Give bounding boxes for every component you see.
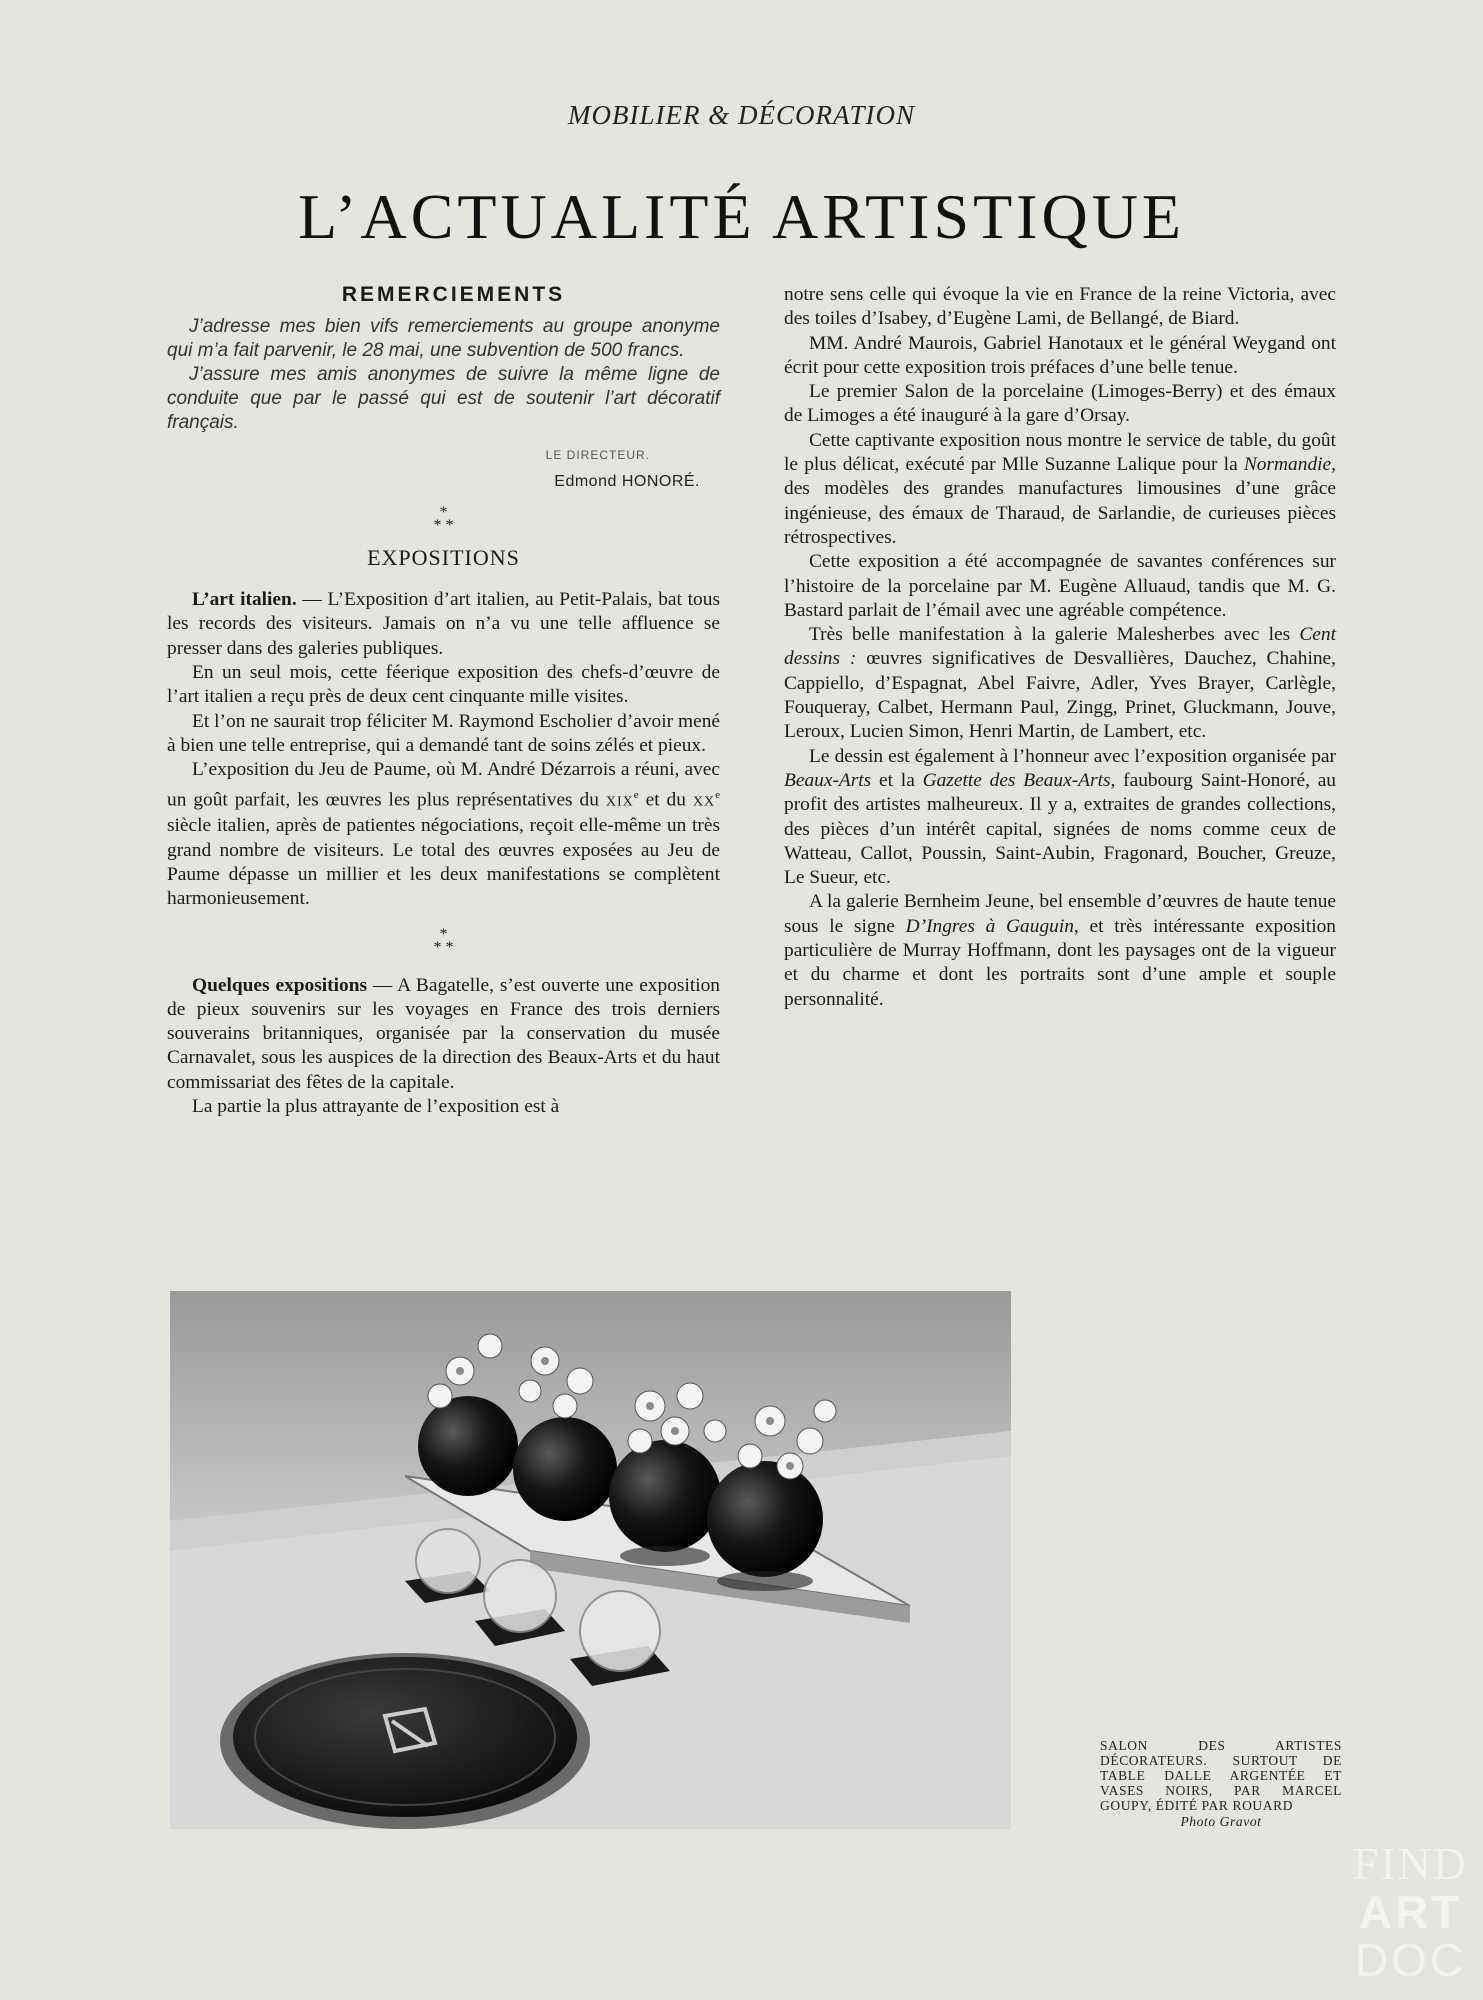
watermark-line-3: DOC [1354,1934,1467,1986]
text-art-italien: — L’Exposition d’art italien, au Petit-Palais, bat tous les records des visiteurs. Jamais on n’a vu une telle affluence se presser dans des galeries publiques. [167,589,720,659]
paragraph-quelques-expositions [167,974,720,1095]
jeu-de-paume-text-b: et du [638,789,693,811]
malesherbes-text-a: Très belle manifestation à la galerie Malesherbes avec les [809,624,1300,646]
jeu-de-paume-text-a: L’exposition du Jeu de Paume, où M. André Dézarrois a réuni, avec un goût parfait, les œuvres les plus représentatives du [167,759,720,811]
remerciements-para-1: J’adresse mes bien vifs remerciements au groupe anonyme qui m’a fait parvenir, le 28 mai, une subvention de 500 francs. [167,316,720,362]
dessin-beaux-arts: Beaux-Arts [784,769,872,791]
dessin-text-a: Le dessin est également à l’honneur avec l’exposition organisée par [809,745,1336,767]
paragraph-prefaces: MM. André Maurois, Gabriel Hanotaux et le général Weygand ont écrit pour cette exposition trois préfaces d’une belle tenue. [784,332,1336,378]
service-text-b: , des modèles des grandes manufactures limousines d’une grâce ingénieuse, des émaux de Tharaud, de Sarlandie, de curieuses pièces rétrospectives. [784,454,1336,548]
left-column [167,283,720,1119]
bernheim-text-a: A la galerie Bernheim Jeune, bel ensemble d’œuvres de haute tenue sous le signe [784,891,1336,937]
remerciements-para-2: J’assure mes amis anonymes de suivre la même ligne de conduite que par le passé qui est de soutenir l’art décoratif français. [167,364,720,434]
paragraph-dessin [784,745,1336,891]
expositions-title: EXPOSITIONS [367,544,520,570]
findartdoc-watermark [1338,1840,1483,2000]
paragraph-escholier: Et l’on ne saurait trop féliciter M. Raymond Escholier d’avoir mené à bien une telle entreprise, qui a demandé tant de soins zélés et pieux. [167,710,720,756]
watermark-line-1: FIND [1352,1838,1469,1889]
section-separator-2 [167,925,720,956]
text-quelques-expositions: — A Bagatelle, s’est ouverte une exposition de pieux souvenirs sur les voyages en France des trois derniers souverains britanniques, organisée par la conservation du musée Carnavalet, sous les auspices de la direction des Beaux-Arts et du haut commissariat des fêtes de la capitale. [167,974,720,1093]
paragraph-jeu-de-paume [167,758,720,911]
century-xix-sup: e [633,788,639,801]
running-head: MOBILIER & DÉCORATION [568,100,915,130]
paragraph-service-de-table [784,429,1336,550]
separator-star-bottom-2: * * [433,938,454,956]
jeu-de-paume-text-c: siècle italien, après de patientes négociations, reçoit elle-même un très grand nombre de visiteurs. Le total des œuvres exposées au Jeu de Paume dépasse un millier et les deux manifestations se complètent harmonieusement. [167,815,720,910]
paragraph-salon-porcelaine: Le premier Salon de la porcelaine (Limoges-Berry) et des émaux de Limoges a été inauguré à la gare d’Orsay. [784,381,1336,427]
dessin-gazette: Gazette des Beaux-Arts [922,769,1111,791]
watermark-line-2: ART [1358,1886,1463,1938]
lead-quelques-expositions: Quelques expositions [192,974,368,996]
paragraph-bernheim-jeune [784,890,1336,1011]
lead-art-italien: L’art italien. [192,589,297,611]
caption-text: SALON DES ARTISTES DÉCORATEURS. SURTOUT DE TABLE DALLE ARGENTÉE ET VASES NOIRS, PAR MARCEL GOUPY, ÉDITÉ PAR ROUARD [1100,1738,1342,1813]
bernheim-text-b: , et très intéressante exposition particulière de Murray Hoffmann, dont les paysages ont de la vigueur et du charme et dont les portraits sont d’une ample et souple personnalité. [784,915,1336,1010]
dessin-text-b: et la [871,769,923,791]
bernheim-ingres-gauguin: D’Ingres à Gauguin [905,915,1074,937]
section-separator-1 [167,503,720,534]
paragraph-partie-attrayante: La partie la plus attrayante de l’exposition est à [192,1096,560,1117]
paragraph-art-italien [167,588,720,661]
table-centerpiece-photo [170,1291,1011,1829]
century-xix: XIX [605,794,634,810]
century-xx: XX [692,794,716,810]
photo-illustration [170,1291,1011,1829]
malesherbes-cent-dessins: Cent dessins : [784,624,1336,670]
paragraph-reine-victoria: notre sens celle qui évoque la vie en France de la reine Victoria, avec des toiles d’Isabey, d’Eugène Lami, de Bellangé, de Biard. [784,284,1336,330]
signoff-name: Edmond HONORÉ. [554,472,700,490]
page-title: L’ACTUALITÉ ARTISTIQUE [297,181,1186,252]
remerciements-title: REMERCIEMENTS [341,283,566,306]
paragraph-malesherbes [784,623,1336,744]
service-normandie: Normandie [1243,454,1332,476]
separator-star-top-2: * [439,925,448,943]
right-column [784,283,1336,1012]
black-plate [220,1653,590,1829]
malesherbes-text-b: œuvres significatives de Desvallières, Dauchez, Chahine, Cappiello, d’Espagnat, Abel Faivre, Adler, Yves Brayer, Carlègle, Fouqueray, Calbet, Hermann Paul, Zingg, Prinet, Gluckmann, Jouve, Leroux, Lucien Simon, Henri Martin, de Lambert, etc. [784,648,1336,743]
dessin-text-c: , faubourg Saint-Honoré, au profit des artistes malheureux. Il y a, extraites de grandes collections, des pièces d’un intérêt capital, signées de noms comme ceux de Watteau, Callot, Poussin, Saint-Aubin, Fragonard, Boucher, Greuze, Le Sueur, etc. [784,769,1337,889]
service-text-a: Cette captivante exposition nous montre le service de table, du goût le plus délicat, exécuté par Mlle Suzanne Lalique pour la [784,429,1336,476]
photo-caption [1100,1738,1342,1829]
signoff-role: LE DIRECTEUR. [545,448,650,463]
century-xx-sup: e [715,788,720,801]
paragraph-chefs-doeuvre: En un seul mois, cette féerique exposition des chefs-d’œuvre de l’art italien a reçu près de deux cent cinquante mille visites. [167,662,720,708]
photo-credit: Photo Gravot [1180,1814,1262,1829]
paragraph-conferences: Cette exposition a été accompagnée de savantes conférences sur l’histoire de la porcelaine par M. Eugène Alluaud, tandis que M. G. Bastard parlait de l’émail avec une agréable compétence. [784,551,1336,621]
separator-star-top: * [439,503,448,521]
separator-star-bottom: * * [433,516,454,534]
